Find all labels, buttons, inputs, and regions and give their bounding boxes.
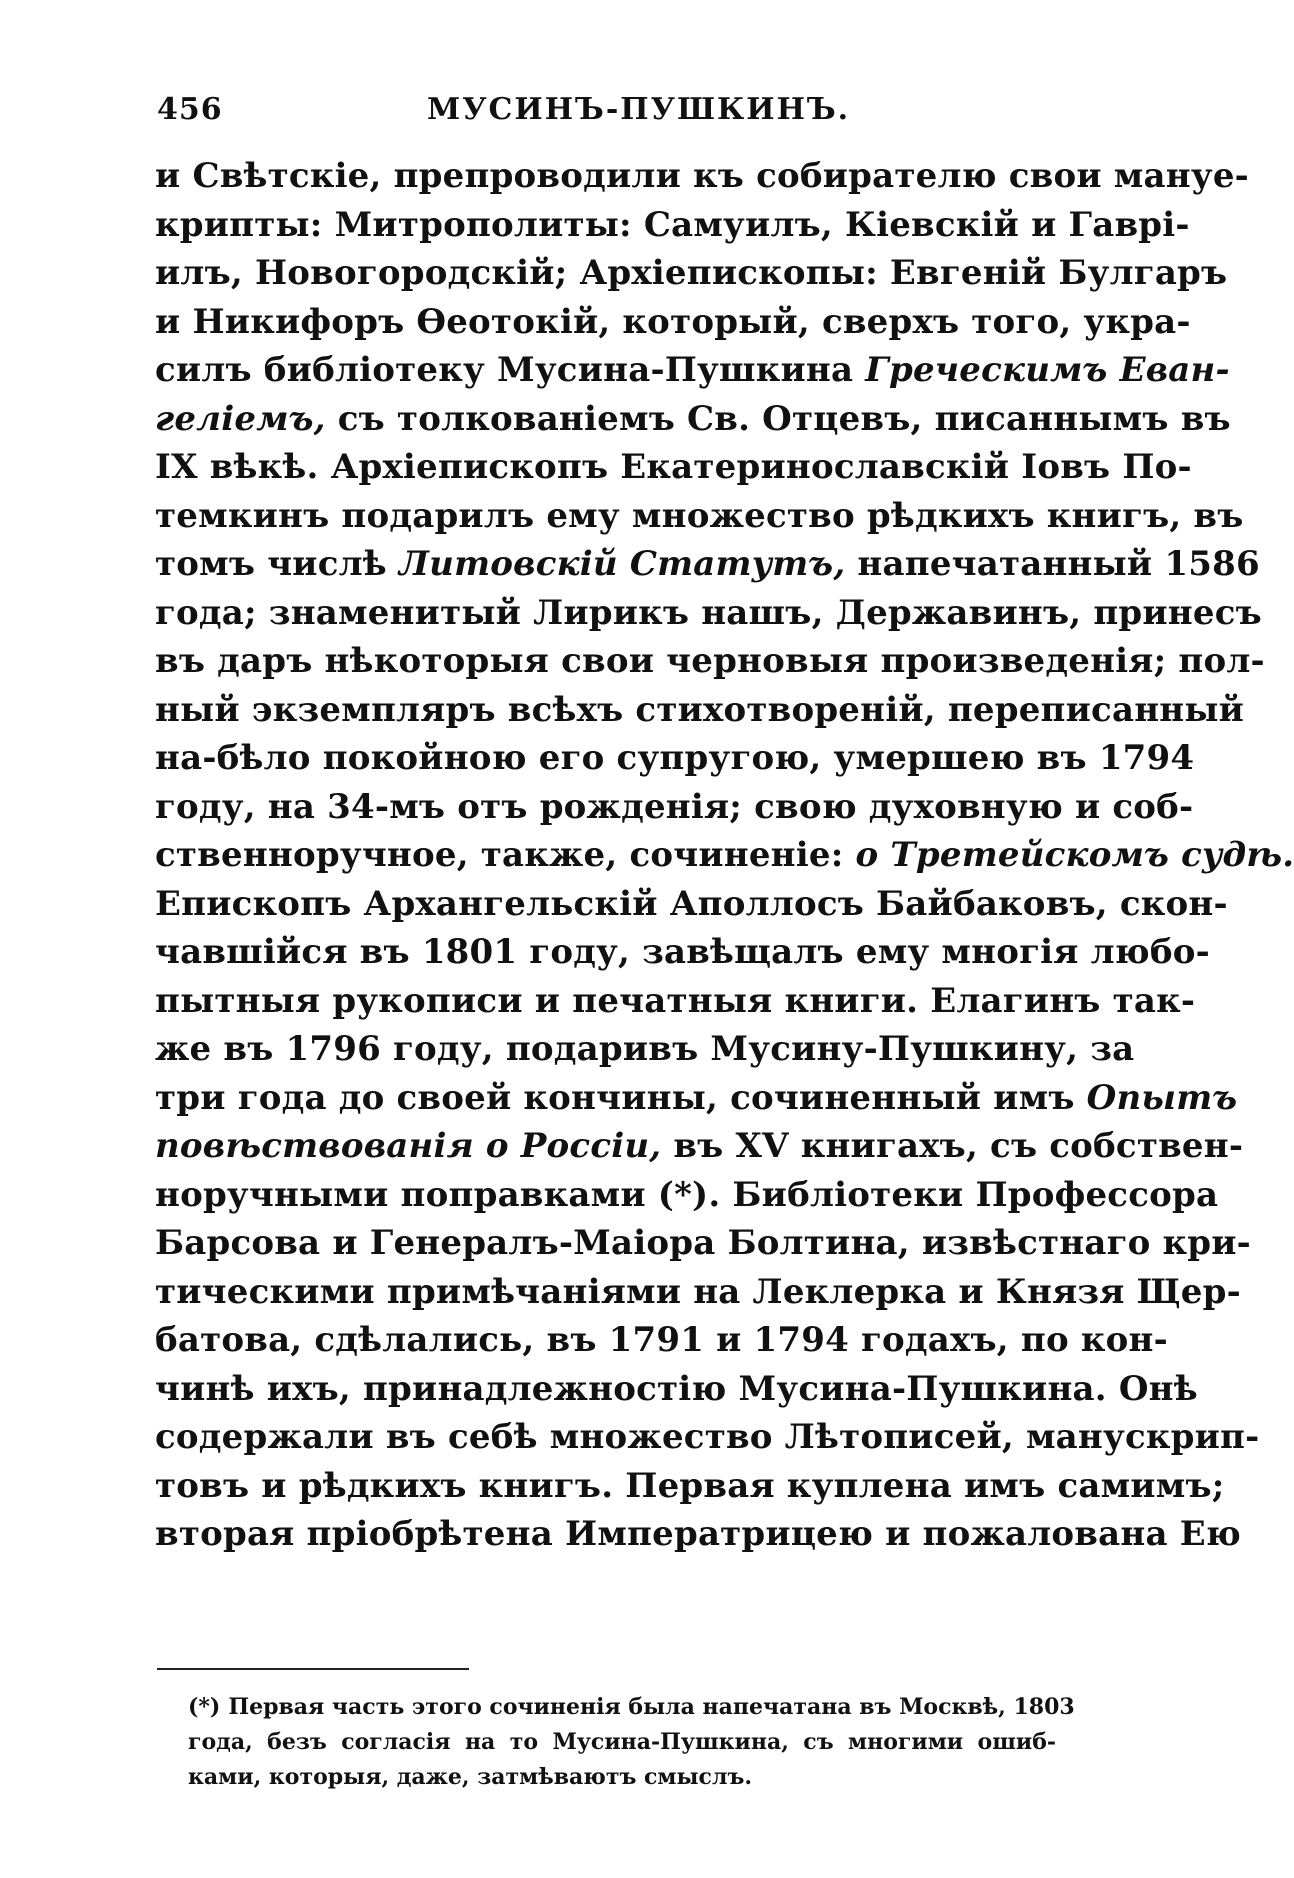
text-line xyxy=(155,686,1245,735)
text-segment: илъ, Новогородскій; Архіепископы: Евгеній Булгаръ xyxy=(155,253,1228,293)
text-line xyxy=(155,298,1191,347)
text-line xyxy=(155,1171,1219,1220)
text-line xyxy=(155,249,1228,298)
footnote-text: Первая часть этого сочиненія была напечатана въ Москвѣ, 1803 xyxy=(228,1694,1075,1720)
footnote-line: года, безъ согласія на то Мусина-Пушкина, съ многими ошиб- xyxy=(188,1729,1056,1755)
text-segment: въ XV книгахъ, съ собствен- xyxy=(661,1126,1244,1166)
text-segment: чинѣ ихъ, принадлежностію Мусина-Пушкина. Онѣ xyxy=(155,1368,1198,1409)
italic-title: Греческимъ Еван- xyxy=(865,350,1230,390)
footnote xyxy=(188,1690,1075,1795)
text-segment: на-бѣло покойною его супругою, умершею въ 1794 xyxy=(155,738,1195,778)
text-line xyxy=(155,1510,1241,1559)
text-line xyxy=(155,637,1265,686)
italic-title: повѣствованія о Россіи, xyxy=(155,1126,662,1166)
text-line xyxy=(155,492,1244,541)
text-line xyxy=(155,928,1210,977)
text-line xyxy=(155,152,1249,201)
text-segment: вторая пріобрѣтена Императрицею и пожалована Ею xyxy=(155,1514,1241,1554)
footnote-line: ками, которыя, даже, затмѣваютъ смыслъ. xyxy=(188,1764,752,1790)
text-segment: же въ 1796 году, подаривъ Мусину-Пушкину, за xyxy=(155,1029,1135,1069)
text-line xyxy=(155,1413,1260,1462)
text-segment: и Никифоръ Ѳеотокій, который, сверхъ того, укра- xyxy=(155,301,1191,342)
text-segment: силъ библіотеку Мусина-Пушкина xyxy=(155,350,866,390)
text-segment: крипты: Митрополиты: Самуилъ, Кіевскій и Гаврі- xyxy=(155,204,1190,245)
italic-title: Литовскій Статутъ, xyxy=(398,544,846,584)
text-segment: въ даръ нѣкоторыя свои черновыя произведенія; пол- xyxy=(155,641,1265,681)
text-line xyxy=(155,880,1228,929)
text-line xyxy=(155,831,1294,880)
text-segment: съ толкованіемъ Св. Отцевъ, писаннымъ въ xyxy=(325,398,1231,439)
text-line xyxy=(155,346,1230,395)
footnote-line xyxy=(188,1690,1075,1725)
italic-title: Опытъ xyxy=(1086,1077,1238,1118)
text-line xyxy=(155,1268,1241,1317)
italic-title: геліемъ, xyxy=(155,398,326,439)
text-segment: чавшійся въ 1801 году, завѣщалъ ему многія любо- xyxy=(155,932,1210,972)
text-line xyxy=(155,395,1231,444)
text-line xyxy=(155,201,1190,250)
text-segment: Барсова и Генералъ-Маіора Болтина, извѣстнаго кри- xyxy=(155,1223,1251,1263)
text-segment: пытныя рукописи и печатныя книги. Елагинъ так- xyxy=(155,980,1196,1021)
text-line xyxy=(155,1122,1244,1171)
text-segment: напечатанный 1586 xyxy=(845,544,1260,584)
running-title: МУСИНЪ-ПУШКИНЪ. xyxy=(427,92,851,127)
footnote-marker: (*) xyxy=(188,1694,221,1720)
text-segment: товъ и рѣдкихъ книгъ. Первая куплена имъ самимъ; xyxy=(155,1465,1225,1506)
text-line xyxy=(155,443,1192,492)
italic-title: о Третейскомъ судѣ. xyxy=(855,835,1294,875)
text-segment: Епископъ Архангельскій Аполлосъ Байбаковъ, скон- xyxy=(155,883,1228,924)
text-line xyxy=(155,1462,1225,1511)
footnote-rule xyxy=(157,1668,469,1670)
text-line xyxy=(155,977,1196,1026)
text-line xyxy=(155,1365,1198,1414)
text-segment: года; знаменитый Лирикъ нашъ, Державинъ, принесъ xyxy=(155,592,1262,633)
text-line xyxy=(155,1074,1238,1123)
text-segment: томъ числѣ xyxy=(155,544,399,584)
text-line xyxy=(155,540,1260,589)
text-segment: ственноручное, также, сочиненіе: xyxy=(155,835,856,875)
body-text xyxy=(155,152,1294,1559)
text-line xyxy=(155,1316,1168,1365)
text-segment: содержали въ себѣ множество Лѣтописей, манускрип- xyxy=(155,1417,1260,1457)
text-segment: три года до своей кончины, сочиненный имъ xyxy=(155,1077,1087,1118)
text-segment: IX вѣкѣ. Архіепископъ Екатеринославскій Іовъ По- xyxy=(155,447,1192,487)
text-segment: и Свѣтскіе, препроводили къ собирателю свои мануе- xyxy=(155,156,1249,196)
text-line xyxy=(155,783,1194,832)
text-line xyxy=(155,734,1195,783)
text-segment: темкинъ подарилъ ему множество рѣдкихъ книгъ, въ xyxy=(155,495,1244,536)
page-number: 456 xyxy=(157,92,223,127)
text-line xyxy=(155,1219,1251,1268)
text-segment: году, на 34-мъ отъ рожденія; свою духовную и соб- xyxy=(155,786,1194,827)
text-line xyxy=(155,1025,1135,1074)
text-segment: тическими примѣчаніями на Леклерка и Князя Щер- xyxy=(155,1271,1241,1312)
text-segment: ный экземпляръ всѣхъ стихотвореній, переписанный xyxy=(155,689,1245,730)
text-line xyxy=(155,589,1262,638)
text-segment: батова, сдѣлались, въ 1791 и 1794 годахъ, по кон- xyxy=(155,1320,1168,1360)
text-segment: норучными поправками (*). Библіотеки Профессора xyxy=(155,1174,1219,1215)
page-header xyxy=(157,92,1077,142)
